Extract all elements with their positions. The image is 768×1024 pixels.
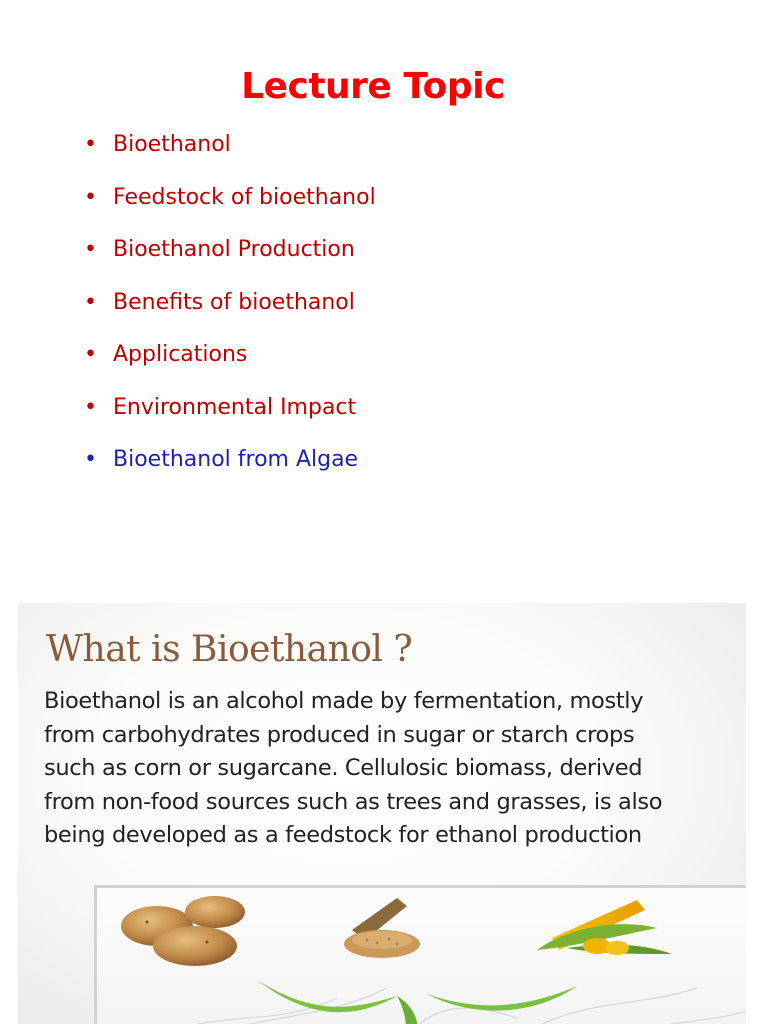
topic-item-highlighted — [84, 444, 376, 497]
slide-what-is-bioethanol — [18, 603, 746, 1024]
topic-item — [84, 234, 376, 287]
topic-item — [84, 287, 376, 340]
topic-item — [84, 182, 376, 235]
bullet-icon: • — [84, 447, 97, 472]
leaf-swoop — [257, 980, 577, 1024]
potatoes-image — [121, 896, 245, 966]
topic-item — [84, 392, 376, 445]
background-sketch — [157, 988, 746, 1024]
corn-cob-image — [537, 900, 672, 955]
definition-paragraph — [44, 685, 744, 853]
paragraph-line: Bioethanol is an alcohol made by fermentation, mostly — [44, 688, 644, 714]
bullet-icon: • — [84, 342, 97, 367]
topic-label: Applications — [113, 342, 248, 367]
topic-item — [84, 129, 376, 182]
topic-label: Bioethanol from Algae — [113, 447, 359, 472]
bullet-icon: • — [84, 394, 97, 420]
bullet-icon: • — [84, 184, 97, 210]
topic-list — [84, 129, 376, 497]
paragraph-line: from carbohydrates produced in sugar or starch crops — [44, 721, 635, 748]
sugar-scoop-image — [344, 898, 420, 958]
topic-label: Bioethanol Production — [113, 237, 355, 262]
bullet-icon: • — [84, 289, 97, 315]
topic-label: Bioethanol — [113, 132, 231, 157]
feedstock-image-panel — [94, 885, 746, 1024]
topic-label: Environmental Impact — [113, 394, 357, 420]
paragraph-line: such as corn or sugarcane. Cellulosic biomass, derived — [44, 755, 643, 781]
slide-heading: What is Bioethanol ? — [46, 629, 413, 670]
topic-label: Benefits of bioethanol — [113, 289, 355, 315]
topic-label: Feedstock of bioethanol — [113, 184, 376, 210]
paragraph-line: being developed as a feedstock for ethanol production — [44, 822, 642, 848]
bullet-icon: • — [84, 132, 97, 157]
topic-item — [84, 339, 376, 392]
slide-title: Lecture Topic — [241, 66, 505, 107]
bullet-icon: • — [84, 237, 97, 262]
paragraph-line: from non-food sources such as trees and grasses, is also — [44, 788, 663, 815]
feedstock-illustration — [97, 888, 746, 1024]
